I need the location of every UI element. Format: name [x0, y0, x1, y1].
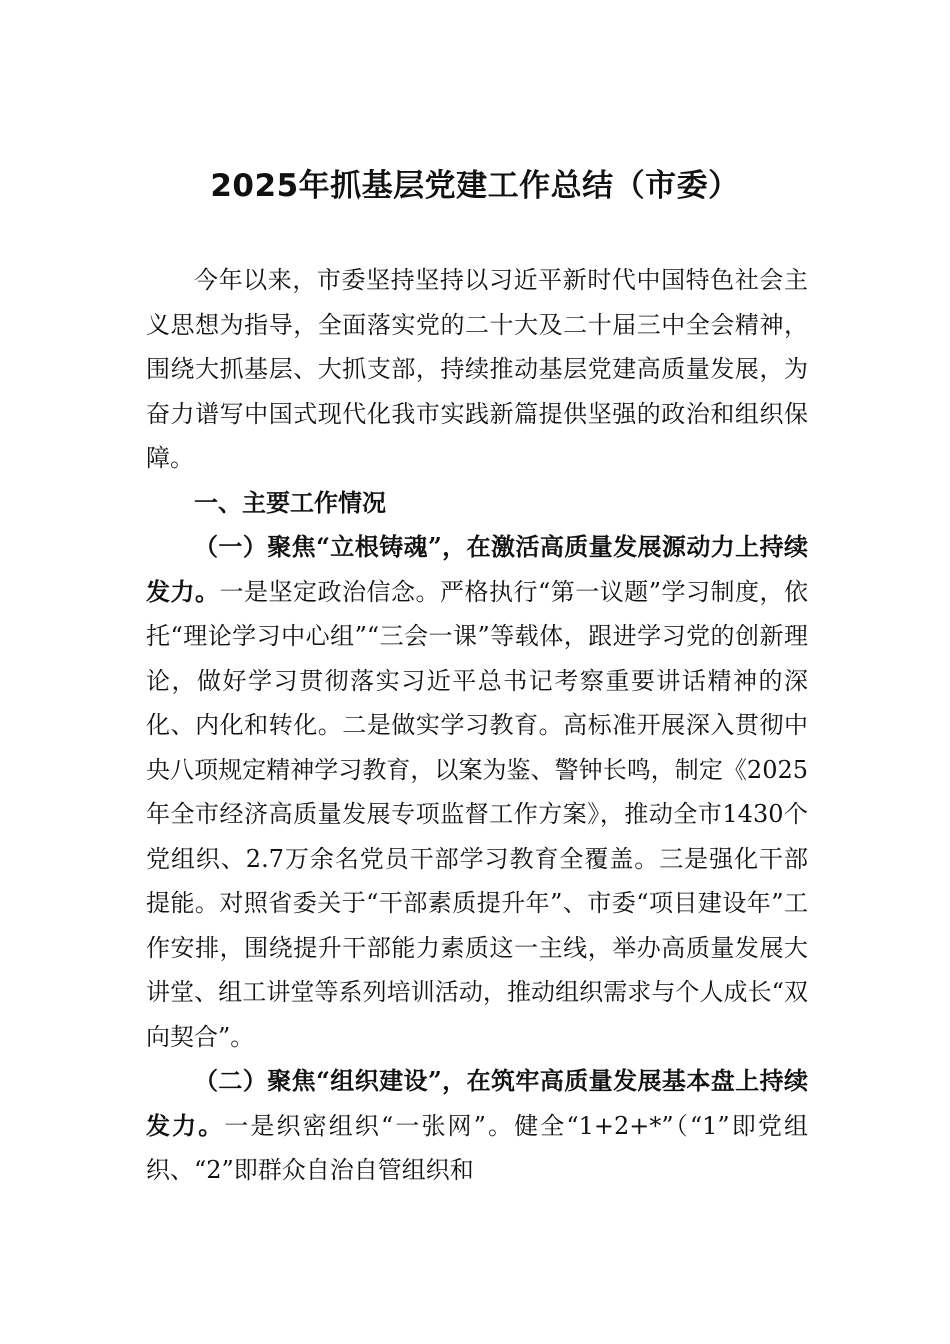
subsection-2-paragraph	[146, 1059, 808, 1193]
subsection-2-lead: （二）聚焦“组织建设”，在筑牢高质量发展基本盘上持续发力。	[146, 1066, 808, 1140]
subsection-1-body: 一是坚定政治信念。严格执行“第一议题”学习制度，依托“理论学习中心组”“三会一课”等载体，跟进学习党的创新理论，做好学习贯彻落实习近平总书记考察重要讲话精神的深化、内化和转化。二是做实学习教育。高标准开展深入贯彻中央八项规定精神学习教育，以案为鉴、警钟长鸣，制定《2025年全市经济高质量发展专项监督工作方案》，推动全市1430个党组织、2.7万余名党员干部学习教育全覆盖。三是强化干部提能。对照省委关于“干部素质提升年”、市委“项目建设年”工作安排，围绕提升干部能力素质这一主线，举办高质量发展大讲堂、组工讲堂等系列培训活动，推动组织需求与个人成长“双向契合”。	[146, 577, 808, 1051]
document-body	[146, 258, 808, 1193]
document-title: 2025年抓基层党建工作总结（市委）	[210, 168, 740, 204]
subsection-1-paragraph	[146, 525, 808, 1059]
section-heading: 一、主要工作情况	[194, 488, 386, 517]
intro-paragraph: 今年以来，市委坚持坚持以习近平新时代中国特色社会主义思想为指导，全面落实党的二十大及二十届三中全会精神，围绕大抓基层、大抓支部，持续推动基层党建高质量发展，为奋力谱写中国式现代化我市实践新篇提供坚强的政治和组织保障。	[146, 266, 808, 472]
subsection-2-body: 一是织密组织“一张网”。健全“1+2+*”（“1”即党组织、“2”即群众自治自管组织和	[146, 1111, 808, 1184]
subsection-1-lead: （一）聚焦“立根铸魂”，在激活高质量发展源动力上持续发力。	[146, 532, 808, 606]
